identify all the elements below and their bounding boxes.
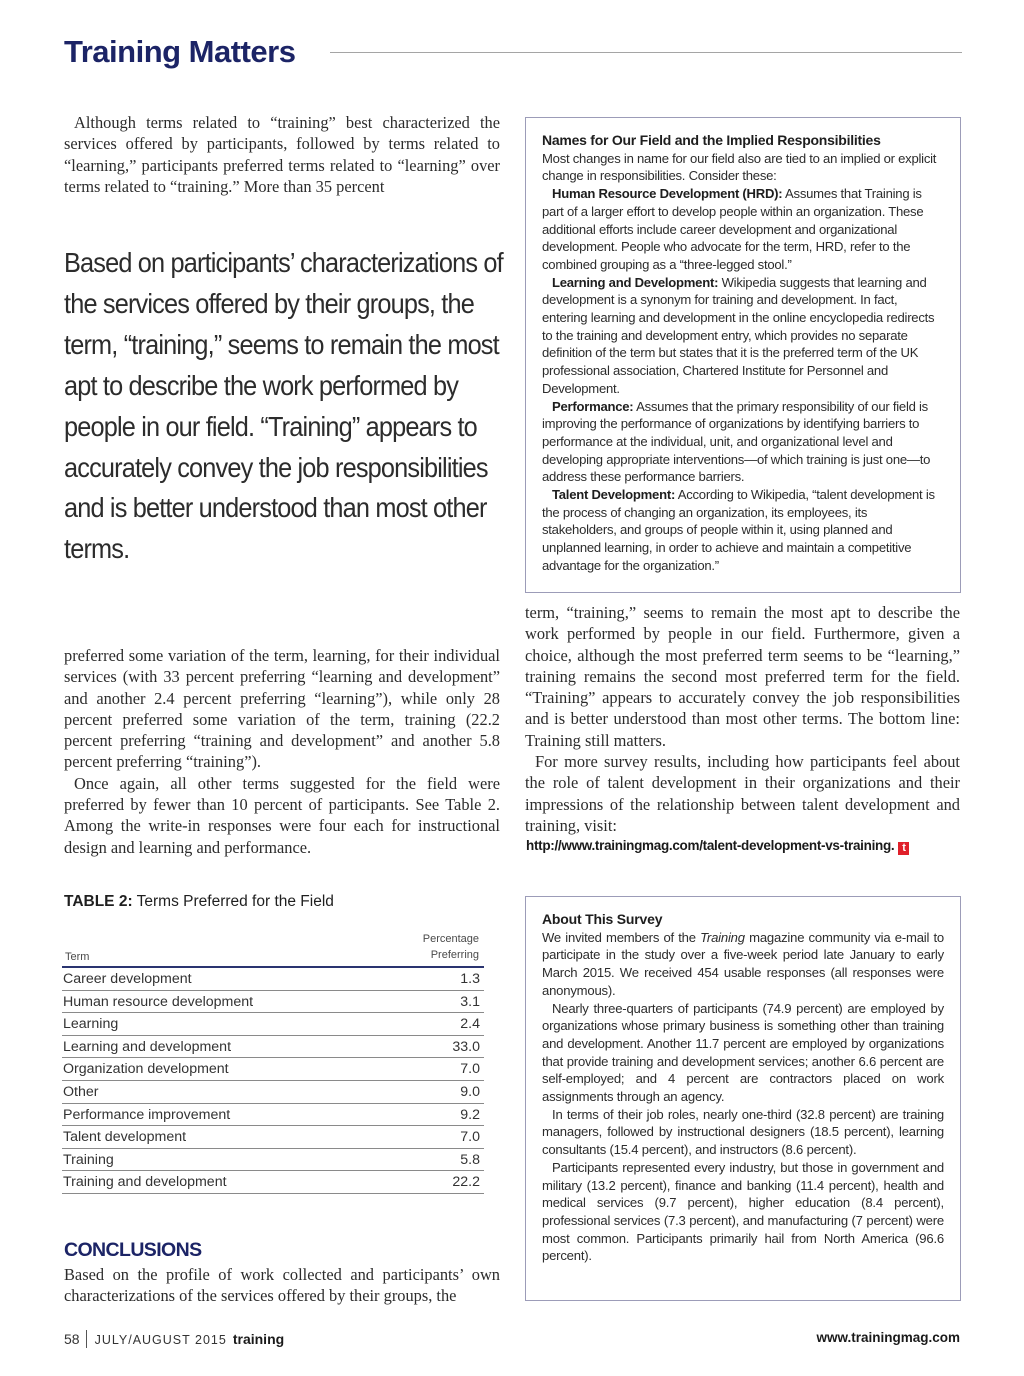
sidebar-item <box>542 274 944 398</box>
survey-paragraph: In terms of their job roles, nearly one-third (32.8 percent) are training managers, followed by instructional designers (18.5 percent), learning consultants (15.4 percent), and instructors (8.6 percent). <box>542 1106 944 1158</box>
issue-date: JULY/AUGUST 2015 <box>94 1333 227 1347</box>
sidebar-item-term: Performance: <box>552 398 634 414</box>
survey-text: magazine community via e-mail to participate in the study over a five-week period late January to early March 2015. We received 454 usable responses (all responses were anonymous). <box>542 929 944 998</box>
column-header-line: Percentage <box>422 933 479 945</box>
sidebar-item <box>542 486 944 575</box>
table-row <box>62 1036 484 1059</box>
left-body <box>64 645 500 858</box>
column-header-line: Preferring <box>430 948 479 961</box>
sidebar-item-text: Wikipedia suggests that learning and development is a synonym for training and development. In fact, entering learning and development in the online encyclopedia redirects to the training and development entry, which provides no separate definition of the term but states that it is the preferred term of the UK professional association, Chartered Institute for Personnel and Development. <box>542 274 935 396</box>
survey-paragraph <box>542 929 944 1000</box>
table-row <box>62 1104 484 1127</box>
sidebar-item-term: Learning and Development: <box>552 274 719 290</box>
table-cell-value: 9.0 <box>460 1083 480 1100</box>
conclusions-heading: CONCLUSIONS <box>64 1239 202 1261</box>
table-cell-term: Organization development <box>63 1061 229 1078</box>
table-cell-value: 1.3 <box>460 971 480 987</box>
table-header <box>62 926 484 968</box>
table-cell-value: 7.0 <box>460 1129 480 1146</box>
table-cell-value: 22.2 <box>452 1174 480 1191</box>
intro-paragraph <box>64 112 500 197</box>
table-cell-term: Training and development <box>63 1174 227 1191</box>
table-row <box>62 991 484 1014</box>
survey-sidebar-title: About This Survey <box>542 911 663 927</box>
sidebar-intro: Most changes in name for our field also are tied to an implied or explicit change in responsibilities. Consider these: <box>542 150 937 184</box>
table-row <box>62 1149 484 1172</box>
table-row <box>62 1081 484 1104</box>
table-cell-term: Human resource development <box>63 993 254 1010</box>
section-title: Training Matters <box>64 34 296 69</box>
magazine-brand: training <box>232 1331 285 1347</box>
pull-quote: Based on participants’ characterizations of the services offered by their groups, the term, “training,” seems to remain the most apt to describe the work performed by people in our field. “Training” appears to accurately convey the job responsibilities and is better understood than most other terms. <box>64 247 503 565</box>
conclusions-body <box>64 1264 500 1307</box>
sidebar-item-text: Assumes that the primary responsibility of our field is improving the performance of organizations by identifying barriers to performance at the individual, unit, and organizational level and developing appropriate interventions—of which training is just one—to address these performance barriers. <box>542 398 931 485</box>
page-footer <box>64 1330 284 1348</box>
column-header-term: Term <box>65 951 90 963</box>
table-cell-term: Training <box>63 1151 114 1168</box>
sidebar-item-text: According to Wikipedia, “talent development is the process of changing an organization, its employees, its stakeholders, and groups of people within it, using planned and unplanned learning, in order to achieve and maintain a competitive advantage for the organization.” <box>542 487 935 573</box>
survey-results-link[interactable]: http://www.trainingmag.com/talent-development-vs-training. <box>526 838 895 853</box>
sidebar-item <box>542 185 944 274</box>
survey-sidebar <box>525 896 961 1301</box>
table-cell-term: Learning and development <box>63 1038 232 1055</box>
survey-text: We invited members of the <box>542 929 701 945</box>
table-caption: Terms Preferred for the Field <box>136 893 334 910</box>
table-cell-value: 2.4 <box>460 1016 480 1033</box>
table-row <box>62 968 484 991</box>
footer-divider <box>86 1330 87 1348</box>
table-title <box>64 893 334 911</box>
table-cell-term: Talent development <box>63 1129 187 1146</box>
sidebar-item-term: Human Resource Development (HRD): <box>552 186 783 202</box>
survey-paragraph: Participants represented every industry, but those in government and military (13.2 percent), finance and banking (11.4 percent), health and medical services (9.7 percent), higher education (8.4 percent), professional services (7.3 percent), and manufacturing (7 percent) were most common. Participants primarily hail from North America (96.6 percent). <box>542 1159 944 1264</box>
sidebar-item <box>542 398 944 487</box>
page-header <box>64 30 962 74</box>
table-cell-value: 3.1 <box>460 993 480 1010</box>
body-paragraph: Once again, all other terms suggested for the field were preferred by fewer than 10 percent of participants. See Table 2. Among the write-in responses were four each for instructional design and learning and performance. <box>64 773 500 857</box>
header-rule <box>330 52 962 53</box>
survey-paragraph: Nearly three-quarters of participants (74.9 percent) are employed by organizations whose primary business is something other than training and development. Another 11.7 percent are employed by organizations that provide training and development services; another 6.6 percent are self-employed; and 4 percent are contractors placed on work assignments through an agency. <box>542 1000 944 1105</box>
body-paragraph: For more survey results, including how participants feel about the role of talent development in their organizations and their impressions of the relationship between talent development and training, visit: <box>525 752 960 835</box>
body-paragraph: preferred some variation of the term, learning, for their individual services (with 33 percent preferring “learning and development” and another 2.4 percent preferring “learning”), while only 28 percent preferred some variation of the term, training (22.2 percent preferring “training and development” and another 5.8 percent preferring “training”). <box>64 646 500 772</box>
magazine-name: Training <box>700 929 745 945</box>
table-cell-term: Learning <box>63 1016 119 1033</box>
website-link[interactable]: www.trainingmag.com <box>816 1330 960 1345</box>
table-cell-value: 7.0 <box>460 1061 480 1078</box>
table-cell-term: Performance improvement <box>63 1106 231 1123</box>
column-header-percentage <box>423 932 479 963</box>
table-row <box>62 1058 484 1081</box>
terms-table <box>62 926 484 1194</box>
table-row <box>62 1171 484 1194</box>
table-row <box>62 1013 484 1036</box>
training-end-mark-icon: t <box>898 842 909 855</box>
table-cell-value: 5.8 <box>460 1151 480 1168</box>
table-cell-term: Career development <box>63 971 192 987</box>
sidebar-title: Names for Our Field and the Implied Responsibilities <box>542 132 881 148</box>
sidebar-item-text: Assumes that Training is part of a larger effort to develop people within an organization. These additional efforts include career development and organizational development. People who advocate for the term, HRD, refer to the combined grouping as a “three-legged stool.” <box>542 186 924 272</box>
names-sidebar <box>525 117 961 593</box>
table-label: TABLE 2: <box>64 893 133 910</box>
table-cell-value: 9.2 <box>460 1106 480 1123</box>
conclusions-text: Based on the profile of work collected and participants’ own characterizations of the services offered by their groups, the <box>64 1265 500 1306</box>
table-row <box>62 1126 484 1149</box>
intro-text: Although terms related to “training” best characterized the services offered by participants, followed by terms related to “learning,” participants preferred terms related to “learning” over terms related to “training.” More than 35 percent <box>64 113 500 196</box>
table-cell-term: Other <box>63 1083 99 1100</box>
survey-results-link-row <box>526 838 909 855</box>
sidebar-item-term: Talent Development: <box>552 487 676 503</box>
right-body <box>525 602 960 836</box>
table-cell-value: 33.0 <box>452 1038 480 1055</box>
page-number: 58 <box>64 1331 80 1347</box>
body-paragraph: term, “training,” seems to remain the most apt to describe the work performed by people in our field. Furthermore, given a choice, although the most preferred term seems to be “learning,” training remains the second most preferred term for the field. “Training” appears to accurately convey the job responsibilities and is better understood than most other terms. The bottom line: Training still matters. <box>525 603 960 750</box>
